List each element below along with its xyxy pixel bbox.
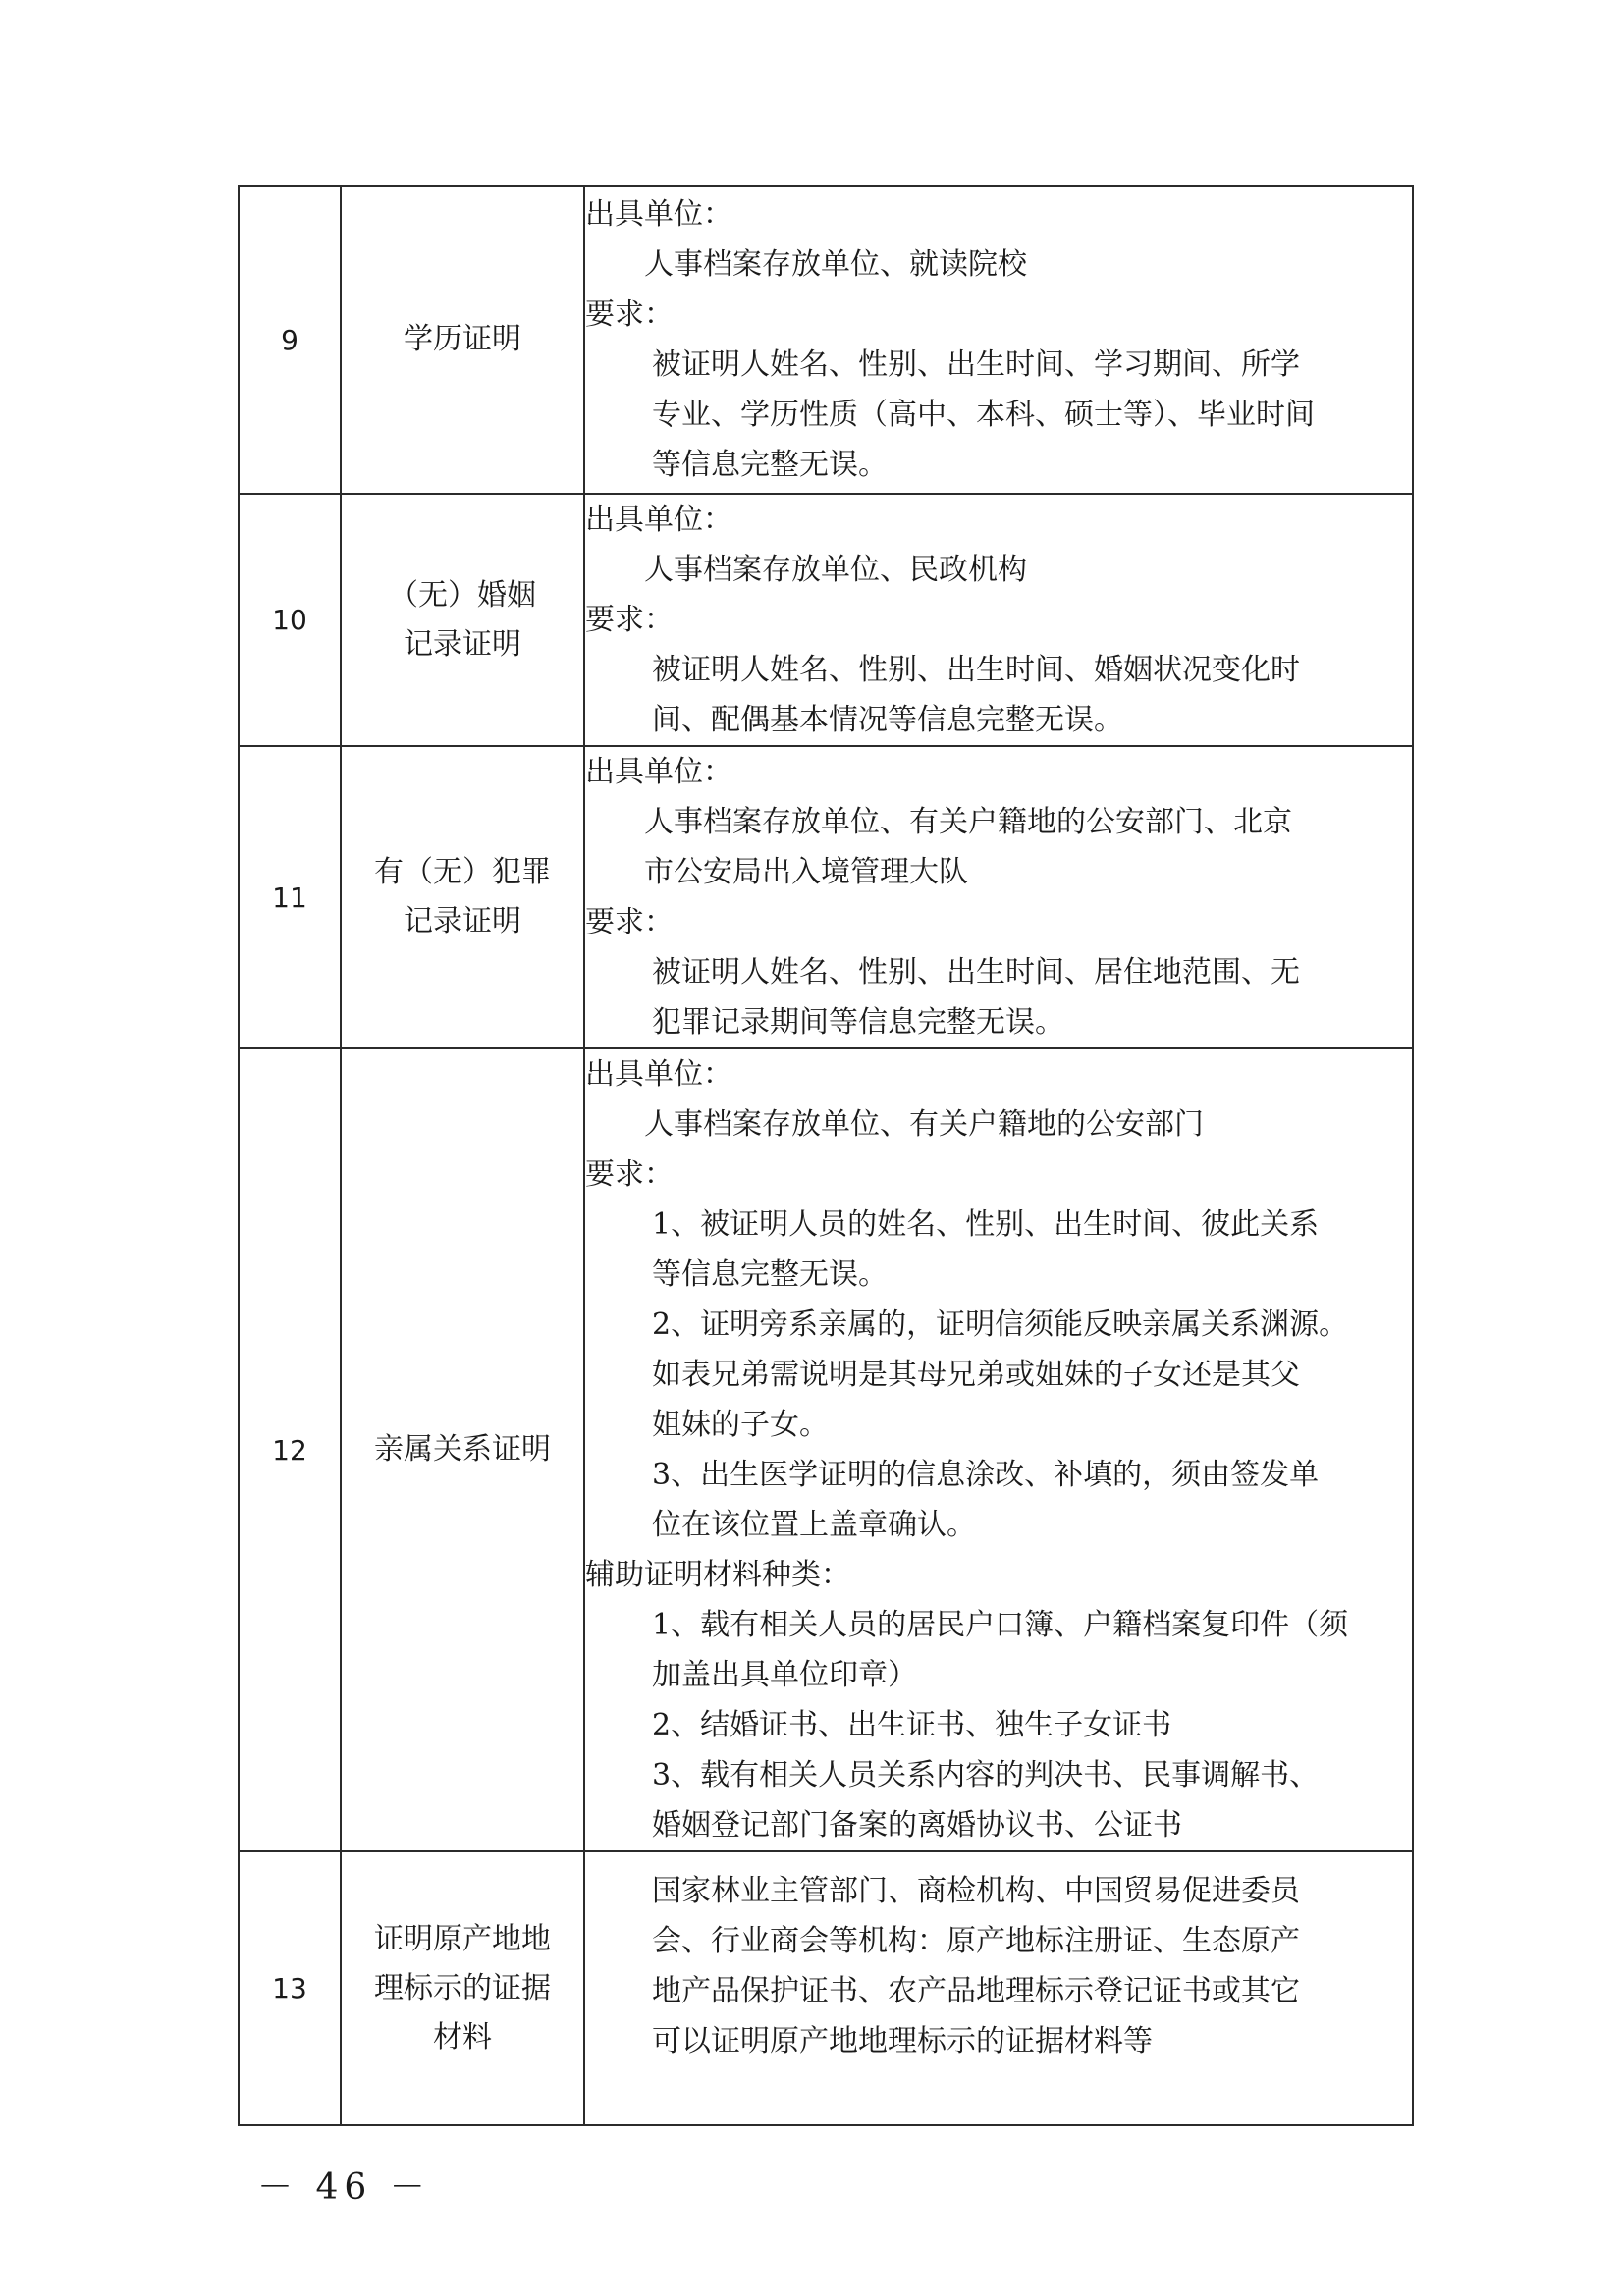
row-number: 11 <box>239 746 341 1048</box>
document-name-line: 有（无）犯罪 <box>374 855 551 889</box>
content-line: 被证明人姓名、性别、出生时间、学习期间、所学 <box>652 347 1300 382</box>
content-line: 2、结婚证书、出生证书、独生子女证书 <box>652 1708 1172 1742</box>
document-name-line: 记录证明 <box>404 904 521 938</box>
table-body <box>239 186 1413 2125</box>
row-number: 9 <box>239 186 341 494</box>
content-line: 间、配偶基本情况等信息完整无误。 <box>652 703 1123 737</box>
requirement-content <box>584 494 1413 746</box>
row-number: 13 <box>239 1851 341 2125</box>
table-row <box>239 494 1413 746</box>
table-row <box>239 1048 1413 1851</box>
content-line: 犯罪记录期间等信息完整无误。 <box>652 1005 1064 1040</box>
content-line: 3、出生医学证明的信息涂改、补填的，须由签发单 <box>652 1458 1320 1492</box>
content-line: 人事档案存放单位、民政机构 <box>644 553 1027 587</box>
document-name-line: 亲属关系证明 <box>374 1432 551 1467</box>
document-name <box>341 1851 584 2125</box>
content-line: 被证明人姓名、性别、出生时间、居住地范围、无 <box>652 955 1300 989</box>
document-name <box>341 746 584 1048</box>
content-line: 3、载有相关人员关系内容的判决书、民事调解书、 <box>652 1758 1320 1792</box>
requirement-content <box>584 1851 1413 2125</box>
content-line: 被证明人姓名、性别、出生时间、婚姻状况变化时 <box>652 653 1300 687</box>
document-name-line: 证明原产地地 <box>374 1921 551 1956</box>
document-name <box>341 1048 584 1851</box>
content-line: 要求： <box>585 297 674 332</box>
document-name-line: 材料 <box>433 2019 492 2055</box>
document-name-line: 记录证明 <box>404 626 521 662</box>
table-row <box>239 1851 1413 2125</box>
document-name-line: 理标示的证据 <box>374 1970 551 2005</box>
content-line: 出具单位： <box>585 755 732 789</box>
table-row <box>239 186 1413 494</box>
requirement-content <box>584 186 1413 494</box>
content-line: 专业、学历性质（高中、本科、硕士等）、毕业时间 <box>652 398 1315 432</box>
content-line: 人事档案存放单位、就读院校 <box>644 247 1027 282</box>
row-number: 10 <box>239 494 341 746</box>
document-name-line: 学历证明 <box>404 322 521 356</box>
requirement-content <box>584 746 1413 1048</box>
content-line: 如表兄弟需说明是其母兄弟或姐妹的子女还是其父 <box>652 1358 1300 1392</box>
content-line: 人事档案存放单位、有关户籍地的公安部门 <box>644 1107 1204 1142</box>
content-line: 姐妹的子女。 <box>652 1408 829 1442</box>
document-name-line: （无）婚姻 <box>389 577 536 613</box>
content-line: 要求： <box>585 905 674 939</box>
content-line: 等信息完整无误。 <box>652 448 888 482</box>
content-line: 要求： <box>585 603 674 637</box>
content-line: 辅助证明材料种类： <box>585 1558 850 1592</box>
document-name <box>341 186 584 494</box>
content-line: 婚姻登记部门备案的离婚协议书、公证书 <box>652 1808 1182 1842</box>
content-line: 地产品保护证书、农产品地理标示登记证书或其它 <box>652 1974 1300 2008</box>
content-line: 会、行业商会等机构：原产地标注册证、生态原产 <box>652 1924 1300 1958</box>
content-line: 位在该位置上盖章确认。 <box>652 1508 976 1542</box>
content-line: 出具单位： <box>585 1057 732 1092</box>
row-number: 12 <box>239 1048 341 1851</box>
content-line: 1、被证明人员的姓名、性别、出生时间、彼此关系 <box>652 1207 1320 1242</box>
requirements-table <box>238 185 1414 2126</box>
content-line: 人事档案存放单位、有关户籍地的公安部门、北京 <box>644 805 1292 839</box>
document-name <box>341 494 584 746</box>
content-line: 1、载有相关人员的居民户口簿、户籍档案复印件（须 <box>652 1608 1349 1642</box>
content-line: 加盖出具单位印章） <box>652 1658 917 1692</box>
table-row <box>239 746 1413 1048</box>
content-line: 国家林业主管部门、商检机构、中国贸易促进委员 <box>652 1874 1300 1908</box>
requirement-content <box>584 1048 1413 1851</box>
content-line: 2、证明旁系亲属的，证明信须能反映亲属关系渊源。 <box>652 1308 1349 1342</box>
content-line: 等信息完整无误。 <box>652 1257 888 1292</box>
content-line: 可以证明原产地地理标示的证据材料等 <box>652 2024 1153 2058</box>
page-number: － 46 － <box>257 2167 431 2208</box>
content-line: 要求： <box>585 1157 674 1192</box>
content-line: 市公安局出入境管理大队 <box>644 855 968 889</box>
content-line: 出具单位： <box>585 197 732 232</box>
content-line: 出具单位： <box>585 503 732 537</box>
